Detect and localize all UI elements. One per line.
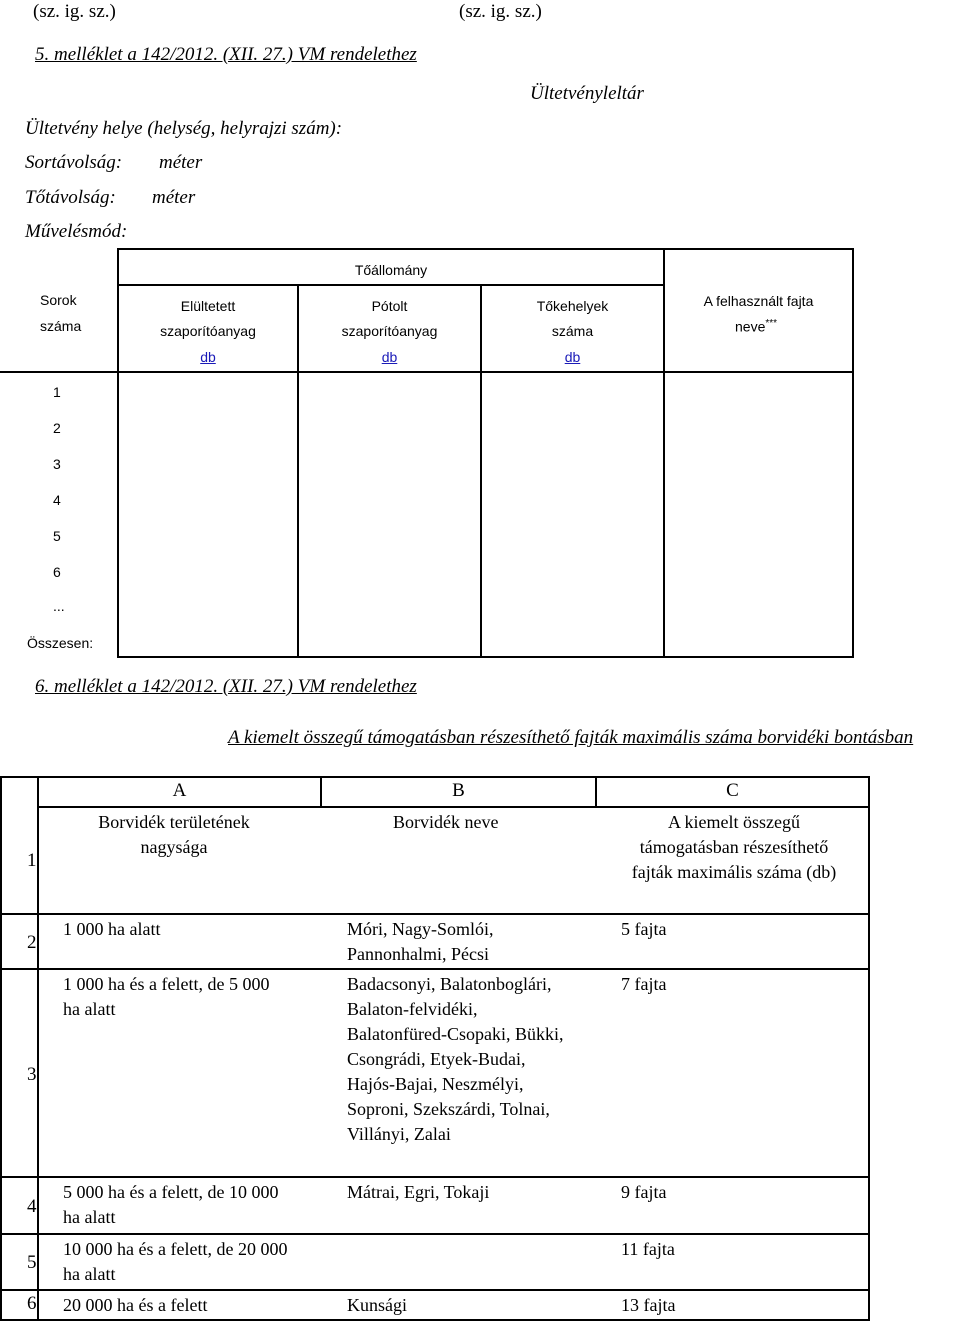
column-letter-b: B bbox=[452, 780, 465, 801]
field-plant-spacing-unit: méter bbox=[152, 187, 196, 208]
header-plant-stock: Tőállomány bbox=[354, 262, 428, 278]
row3-col-c: 7 fajta bbox=[621, 974, 667, 994]
header-replaced-unit: db bbox=[381, 349, 398, 365]
row-label-4: 4 bbox=[53, 492, 61, 508]
annex5-title: Ültetvényleltár bbox=[530, 83, 644, 104]
row1-col-b: Borvidék neve bbox=[393, 812, 499, 832]
annex6-title: A kiemelt összegű támogatásban részesíthető fajták maximális száma borvidéki bontásban bbox=[228, 727, 914, 748]
row1-col-a: Borvidék területének nagysága bbox=[98, 812, 250, 857]
row1-col-c: A kiemelt összegű támogatásban részesíthető fajták maximális száma (db) bbox=[631, 812, 837, 882]
row-label-1: 1 bbox=[53, 384, 61, 400]
row-label-more: ... bbox=[53, 598, 65, 614]
header-vine-places-unit: db bbox=[564, 349, 581, 365]
field-location-label: Ültetvény helye (helység, helyrajzi szám): bbox=[25, 118, 343, 139]
row6-col-a: 20 000 ha és a felett bbox=[63, 1295, 208, 1315]
row5-col-c: 11 fajta bbox=[621, 1239, 675, 1259]
row3-col-b: Badacsonyi, Balatonboglári, Balaton-felvidéki, Balatonfüred-Csopaki, Bükki, Csongrádi, Etyek-Budai, Hajós-Bajai, Neszmélyi, Soproni, Szekszárdi, Tolnai, Villányi, Zalai bbox=[347, 974, 564, 1144]
header-vine-places-line2: száma bbox=[551, 323, 594, 339]
row-label-6: 6 bbox=[53, 564, 61, 580]
row-number-3: 3 bbox=[27, 1064, 37, 1085]
header-rows-line1: Sorok bbox=[40, 292, 77, 308]
header-rows-line2: száma bbox=[40, 318, 82, 334]
row-number-1: 1 bbox=[27, 850, 37, 871]
field-plant-spacing-label: Tőtávolság: bbox=[25, 187, 116, 208]
field-row-spacing-label: Sortávolság: bbox=[25, 152, 123, 173]
row-number-2: 2 bbox=[27, 932, 37, 953]
row2-col-a: 1 000 ha alatt bbox=[63, 919, 161, 939]
header-vine-places-line1: Tőkehelyek bbox=[536, 298, 609, 314]
row4-col-b: Mátrai, Egri, Tokaji bbox=[347, 1182, 490, 1202]
signature-label-right: (sz. ig. sz.) bbox=[459, 1, 542, 22]
column-letter-a: A bbox=[172, 780, 187, 801]
column-letter-c: C bbox=[726, 780, 739, 801]
row5-col-a: 10 000 ha és a felett, de 20 000 ha alatt bbox=[63, 1239, 288, 1284]
row-label-3: 3 bbox=[53, 456, 61, 472]
header-replaced-line2: szaporítóanyag bbox=[341, 323, 438, 339]
row-number-4: 4 bbox=[27, 1196, 37, 1217]
field-row-spacing-unit: méter bbox=[159, 152, 203, 173]
row2-col-b: Móri, Nagy-Somlói, Pannonhalmi, Pécsi bbox=[347, 919, 494, 964]
header-planted-unit: db bbox=[200, 349, 216, 365]
row6-col-c: 13 fajta bbox=[621, 1295, 676, 1315]
row-number-5: 5 bbox=[27, 1252, 37, 1273]
row3-col-a: 1 000 ha és a felett, de 5 000 ha alatt bbox=[63, 974, 270, 1019]
annex5-reference: 5. melléklet a 142/2012. (XII. 27.) VM rendelethez bbox=[35, 44, 417, 65]
row2-col-c: 5 fajta bbox=[621, 919, 667, 939]
header-replaced-line1: Pótolt bbox=[371, 298, 408, 314]
header-planted-line2: szaporítóanyag bbox=[160, 323, 256, 339]
annex6-reference: 6. melléklet a 142/2012. (XII. 27.) VM rendelethez bbox=[35, 676, 417, 697]
row-number-6: 6 bbox=[27, 1293, 37, 1314]
signature-label-left: (sz. ig. sz.) bbox=[33, 1, 116, 22]
row6-col-b: Kunsági bbox=[347, 1295, 407, 1315]
row4-col-a: 5 000 ha és a felett, de 10 000 ha alatt bbox=[63, 1182, 279, 1227]
row-label-2: 2 bbox=[53, 420, 61, 436]
row-label-total: Összesen: bbox=[27, 635, 94, 651]
header-variety-line2: neve*** bbox=[735, 318, 778, 335]
row-label-5: 5 bbox=[53, 528, 61, 544]
header-variety-line1: A felhasznált fajta bbox=[703, 293, 814, 309]
field-cultivation-label: Művelésmód: bbox=[25, 221, 128, 242]
header-planted-line1: Elültetett bbox=[180, 298, 236, 314]
row4-col-c: 9 fajta bbox=[621, 1182, 667, 1202]
